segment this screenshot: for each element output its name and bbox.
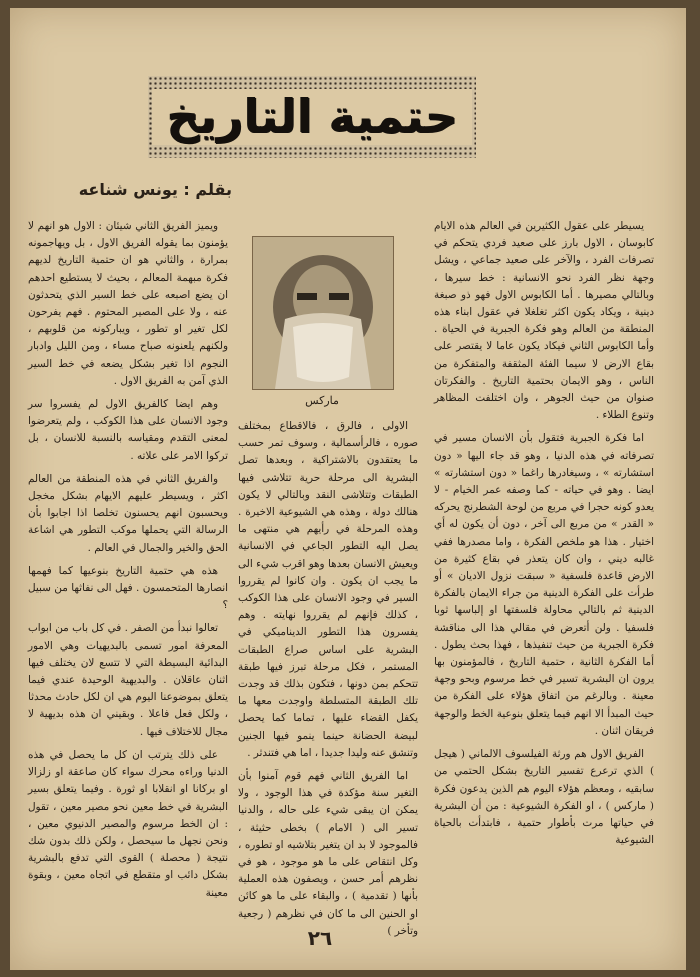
column-left (28, 218, 228, 908)
paragraph: وهم ايضا كالفريق الاول لم يفسروا سر وجود الانسان على هذا الكوكب ، ولم يتعرضوا لمعنى التقدم ومقياسه بالنسبة للانسان ، بل تركوا الامر على علاته . (28, 398, 228, 462)
marx-portrait (252, 236, 394, 390)
column-middle (238, 418, 418, 946)
paragraph: الفريق الاول هم ورثة الفيلسوف الالماني ( هيجل ) الذي ترعرع تفسير التاريخ بشكل الحتمي من سابقيه ، ومعظم هؤلاء اليوم هم الذين يدعون فكرة ( ماركس ) ، او الفكرة الشيوعية : من أن البشرية في حياتها مرت بأطوار حتمية ، فابتدأت بالحياة الشيوعية (434, 748, 654, 847)
paragraph: اما الفريق الثاني فهم قوم آمنوا بأن التغير سنة مؤكدة في هذا الوجود ، ولا يمكن ان يبقى شيء على حاله ، والدنيا تسير الى ( الامام ) بخطى حثيثة ، فالموجود لا بد ان يتغير بتلاشيه او تطوره ، وكل انتقاص على ما هو موجود ، هو في نظرهم أمر حسن ، ويصفون هذه العملية بأنها ( تقدمية ) ، والبقاء على ما هو كائن او الحنين الى ما كان في نظرهم ( رجعية وتأخر ) (238, 770, 418, 937)
portrait-icon (253, 237, 393, 389)
paragraph: ويميز الفريق الثاني شيئان : الاول هو انهم لا يؤمنون بما يقوله الفريق الاول ، بل ويهاجمونه بمرارة ، والثاني هو ان حتمية التاريخ لديهم فكرة مبهمة المعالم ، بحيث لا يستطيع احدهم ان يضع اصبعه على خط السير الذي يتحدثون عنه ، ولا على المصير المحتوم . فهم يفرحون لكل تغير او تطور ، ويباركونه من قلوبهم ، ولكنهم يلعنونه صباح مساء ، ومن الليل وادبار النجوم اذا تغير بشكل يضعه في خط السير الذي آمن به الفريق الاول . (28, 220, 228, 387)
author-byline: بقلم : يونس شناعه (78, 180, 232, 199)
paragraph: هذه هي حتمية التاريخ بنوعيها كما فهمها انصارها المتحمسون . فهل الى نفاثها من سبيل ؟ (28, 564, 228, 612)
paragraph: والفريق الثاني في هذه المنطقة من العالم اكثر ، ويسيطر عليهم الايهام بشكل مخجل ويحسبون انهم يحسنون تخلصا اذا اجابوا بأن الرسالة التي يحملها موكب التطور هي اشاعة الحق والخير والجمال في العالم . (28, 472, 228, 554)
title-banner (148, 76, 476, 158)
portrait-caption: ماركس (305, 394, 339, 407)
paragraph: اما فكرة الجبرية فتقول بأن الانسان مسير في تصرفاته في هذه الدنيا ، وهو قد جاء اليها « دون استشارته » ، وسيغادرها راغما « دون استشارته » ايضا . وهو في حياته - كما وصفه عمر الخيام - لا يعدو كونه حجرا في مربع من لوحة الشطرنج يحركه « القدر » من مربع الى آخر ، دون أن يكون له أي اختيار . هذا هو ملخص الفكرة ، واما مصدرها ففي غالبه ديني ، وان كان يتعذر في بقاع كثيرة من الارض قاعدة فلسفية « سبقت نزول الاديان » أو طرأت على الفكرة الدينية من جراء الايمان بالفكرة الدينية ثم بالتالي محاولة فلسفتها او إلباسها ثوبا فلسفيا . ولن أتعرض في مقالي هذا الى مناقشة فكرة الجبرية من حيث تنفيذها ، فهذا بحث يطول . أما الفكرة الثانية ، حتمية التاريخ ، فالمؤمنون بها يرون ان البشرية تسير في خط مرسوم وبحو وجهة معينة . وبالرغم من اتفاق هؤلاء على الفكرة من حيث المبدأ الا انهم فيما يتعلق بنوعية الخط والوجهة فريقان اثنان . (434, 432, 654, 737)
paragraph: يسيطر على عقول الكثيرين في العالم هذه الايام كابوسان ، الاول بارز على صعيد فردي يتحكم في تصرفات الفرد ، والآخر على صعيد جماعي ، ويشل وجهة نظر الفرد نحو الانسانية : خط سيرها ، وبالتالي مصيرها . أما الكابوس الاول فهو ذو صبغة دينية ، ويكاد يكون اكثر تغلغلا في عقول ابناء هذه المنطقة من العالم وهو فكرة الجبرية في الحياة . وأما الكابوس الثاني فيكاد يكون عاما لا يقتصر على بقاع الارض لا سيما الفئة المثقفة والمتفكرة من الناس ، وهو الايمان بحتمية التاريخ . والفكرتان صنوان من حيث الجوهر ، وان اختلفت المظاهر وتنوع الطلاء . (434, 220, 654, 422)
paragraph: الاولى ، فالرق ، فالاقطاع بمختلف صوره ، فالرأسمالية ، وسوف تمر حسب ما يعتقدون بالاشتراكية ، وبعدها تصل البشرية الى مرحلة حرية تتلاشى فيها الطبقات وتتلاشى النقد وبالتالي لا يكون هنالك دولة ، وهذه هي الشيوعية الاخيرة . وهذه المرحلة في رأيهم هي منتهى ما يصل اليه التطور الجاعي في الانسانية ويعيش الانسان بعدها وهو اقرب شيء الى ما يجب ان يكون . وان كانوا لم يقرروا السير في وجود الانسان على هذا الكوكب ، كذلك فإنهم لم يقرروا نهايته . وهم يفسرون هذا التطور الديناميكي في البشرية على اساس صراع الطبقات المستمر ، فكل مرحلة تبرز فيها طبقة تتحكم بمن دونها ، فتكون بذلك قد وجدت تلك الطبقة المتسلطة واوجدت معها ما يكفل القضاء عليها ، تماما كما يحصل لبيضة الحضانة حينما ينمو فيها الجنين وتنشق عنه وليدا جديدا ، اما هي فتندثر . (238, 420, 418, 759)
column-right (434, 218, 654, 855)
magazine-page (10, 8, 686, 970)
article-title: حتمية التاريخ (152, 89, 471, 144)
page-number: ٢٦ (307, 926, 333, 950)
paragraph: تعالوا نبدأ من الصفر . في كل باب من ابواب المعرفة امور تسمى بالبديهيات وهي الامور البدائية البسيطة التي لا تتسع لان يختلف فيها اثنان عاقلان . والبديهية الوحيدة عندي فيما يتعلق بموضوعنا اليوم هي ان لكل حادث محدثا ، ولكل فعل فاعلا . وبقيني ان هذه بديهية لا مجال للاختلاف فيها . (28, 622, 228, 738)
paragraph: على ذلك يترتب ان كل ما يحصل في هذه الدنيا وراءه محرك سواء كان صاعقة او زلزالا او بركانا او انقلابا او ثورة . وفيما يتعلق بسير البشرية في خط معين نحو مصير معين ، تقول : ان الخط مرسوم والمصير الدنيوي معين ، ونحن نجهل ما سيحصل ، ولكن ذلك بدون شك نتيجة ( محصلة ) القوى التي تدفع بالبشرية بشكل دائب او متقطع في اتجاه معين ، وبقوة معينة (28, 748, 228, 899)
